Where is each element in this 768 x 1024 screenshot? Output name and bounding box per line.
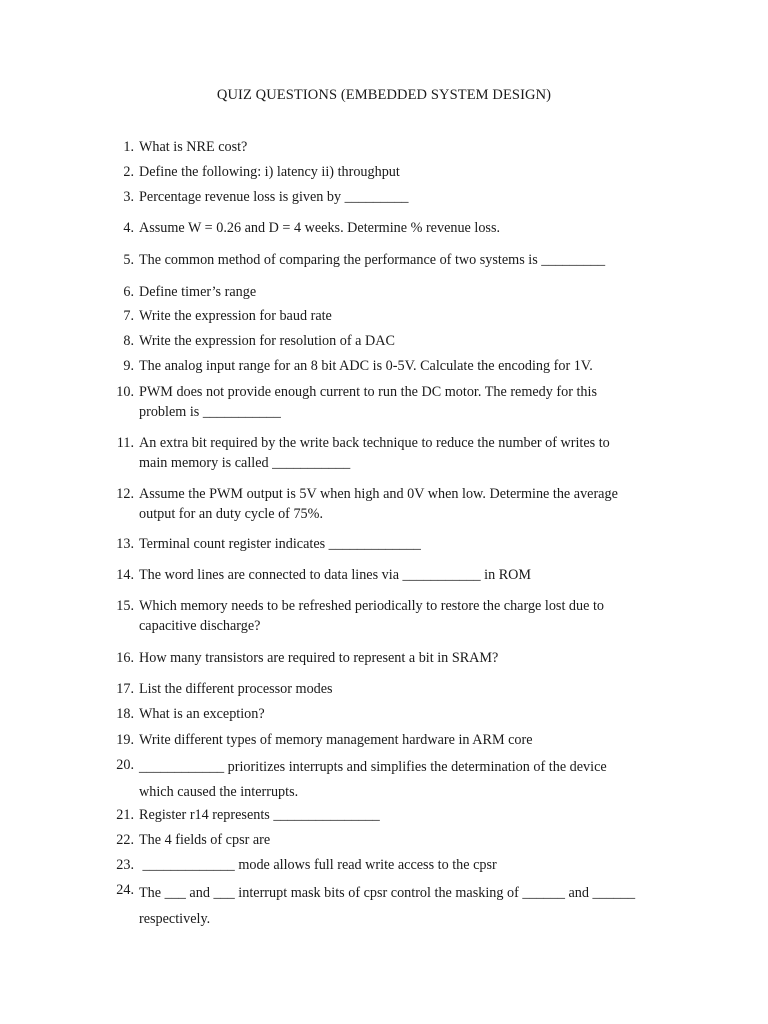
question-line: Assume the PWM output is 5V when high and 0V when low. Determine the average (139, 486, 618, 502)
question-text (139, 679, 679, 699)
question-line: _____________ mode allows full read write access to the cpsr (139, 857, 497, 873)
question-text (139, 755, 679, 805)
question-text (139, 187, 679, 207)
question-line: What is an exception? (139, 706, 265, 722)
question-number: 16. (116, 650, 134, 666)
question-number: 22. (116, 832, 134, 848)
question-text (139, 648, 679, 668)
question-text (139, 855, 679, 875)
question-text (139, 331, 679, 351)
question-text (139, 596, 679, 636)
question-line: Write different types of memory management hardware in ARM core (139, 732, 533, 748)
question-line: ____________ prioritizes interrupts and simplifies the determination of the device (139, 759, 607, 775)
question-line: Define the following: i) latency ii) throughput (139, 164, 400, 180)
question-text (139, 484, 679, 524)
question-number: 5. (123, 252, 134, 268)
question-text (139, 356, 679, 376)
question-line: List the different processor modes (139, 681, 333, 697)
question-line: The 4 fields of cpsr are (139, 832, 271, 848)
question-number: 3. (123, 189, 134, 205)
question-line: The common method of comparing the performance of two systems is _________ (139, 252, 606, 268)
question-line: The word lines are connected to data lines via ___________ in ROM (139, 567, 532, 583)
question-line: which caused the interrupts. (139, 784, 299, 800)
question-line: An extra bit required by the write back technique to reduce the number of writes to (139, 435, 610, 451)
question-line: capacitive discharge? (139, 618, 261, 634)
question-number: 18. (116, 706, 134, 722)
question-text (139, 805, 679, 825)
question-text (139, 880, 679, 932)
question-number: 8. (123, 333, 134, 349)
question-number: 23. (116, 857, 134, 873)
question-line: PWM does not provide enough current to run the DC motor. The remedy for this (139, 384, 597, 400)
question-text (139, 382, 679, 422)
question-number: 24. (116, 882, 134, 898)
question-text (139, 306, 679, 326)
question-line: What is NRE cost? (139, 139, 248, 155)
question-number: 21. (116, 807, 134, 823)
question-line: Write the expression for resolution of a DAC (139, 333, 395, 349)
question-number: 6. (123, 284, 134, 300)
question-line: The ___ and ___ interrupt mask bits of cpsr control the masking of ______ and ______ (139, 885, 636, 901)
question-line: Terminal count register indicates _____________ (139, 536, 421, 552)
question-text (139, 162, 679, 182)
question-line: problem is ___________ (139, 404, 281, 420)
question-line: main memory is called ___________ (139, 455, 351, 471)
question-number: 7. (123, 308, 134, 324)
question-text (139, 704, 679, 724)
question-number: 11. (116, 435, 134, 451)
question-text (139, 282, 679, 302)
question-number: 13. (116, 536, 134, 552)
question-text (139, 250, 679, 270)
question-number: 1. (123, 139, 134, 155)
question-text (139, 433, 679, 473)
question-text (139, 830, 679, 850)
question-text (139, 534, 679, 554)
question-number: 17. (116, 681, 134, 697)
question-number: 2. (123, 164, 134, 180)
question-number: 19. (116, 732, 134, 748)
question-text (139, 137, 679, 157)
question-text (139, 730, 679, 750)
question-number: 20. (116, 757, 134, 773)
question-line: respectively. (139, 911, 211, 927)
question-number: 9. (123, 358, 134, 374)
question-line: How many transistors are required to represent a bit in SRAM? (139, 650, 499, 666)
question-number: 14. (116, 567, 134, 583)
question-number: 12. (116, 486, 134, 502)
question-line: Assume W = 0.26 and D = 4 weeks. Determine % revenue loss. (139, 220, 501, 236)
question-number: 10. (116, 384, 134, 400)
question-line: Write the expression for baud rate (139, 308, 332, 324)
question-line: output for an duty cycle of 75%. (139, 506, 323, 522)
question-line: Define timer’s range (139, 284, 257, 300)
question-line: Percentage revenue loss is given by _________ (139, 189, 409, 205)
question-line: The analog input range for an 8 bit ADC is 0-5V. Calculate the encoding for 1V. (139, 358, 593, 374)
question-number: 4. (123, 220, 134, 236)
question-text (139, 218, 679, 238)
document-title: QUIZ QUESTIONS (EMBEDDED SYSTEM DESIGN) (216, 87, 552, 103)
question-number: 15. (116, 598, 134, 614)
question-line: Which memory needs to be refreshed periodically to restore the charge lost due to (139, 598, 605, 614)
question-line: Register r14 represents _______________ (139, 807, 380, 823)
question-text (139, 565, 679, 585)
